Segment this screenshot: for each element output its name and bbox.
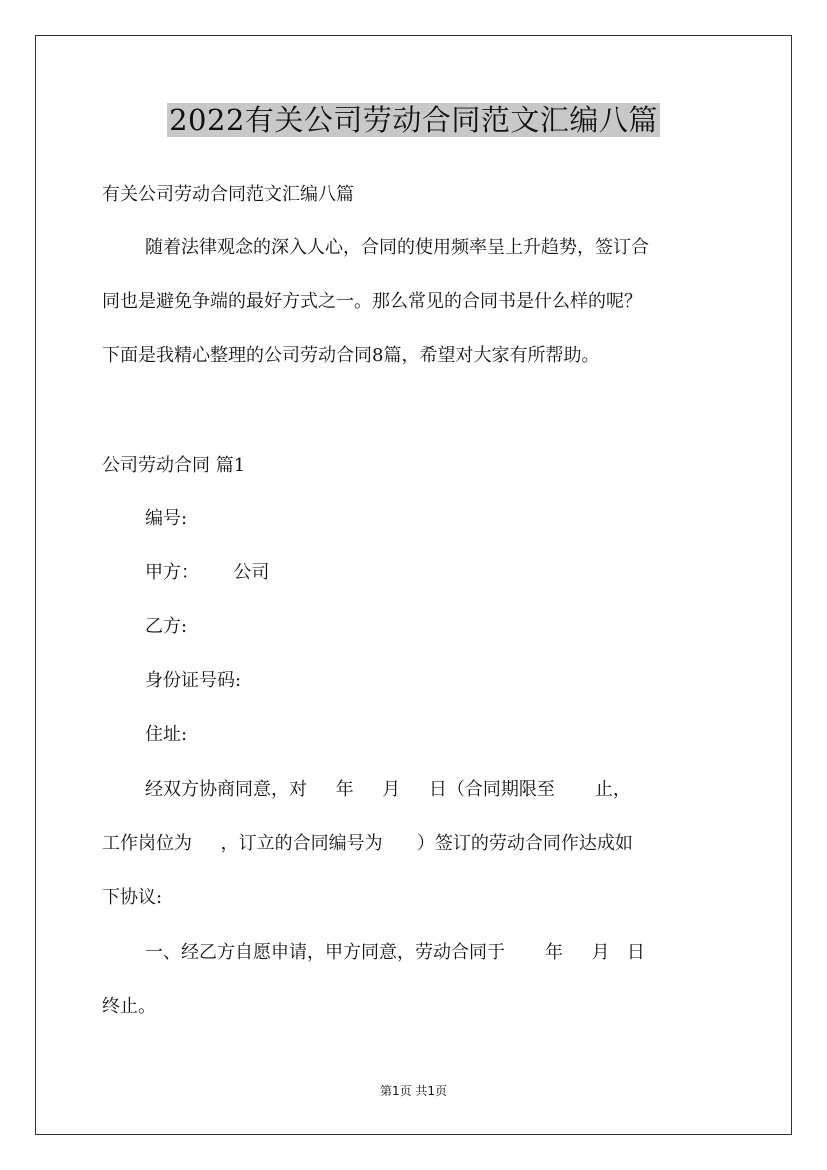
document-title-text: 2022有关公司劳动合同范文汇编八篇	[169, 103, 658, 137]
paragraph2-line-1: 一、经乙方自愿申请，甲方同意，劳动合同于 年 月 日	[145, 942, 645, 963]
intro-line-1: 随着法律观念的深入人心，合同的使用频率呈上升趋势，签订合	[145, 237, 649, 258]
paragraph1-line-1: 经双方协商同意，对 年 月 日（合同期限至 止，	[145, 779, 631, 800]
field-address: 住址:	[145, 724, 188, 745]
field-id-number: 身份证号码:	[145, 670, 242, 691]
document-subtitle: 有关公司劳动合同范文汇编八篇	[102, 184, 354, 205]
section-heading: 公司劳动合同 篇1	[102, 455, 246, 476]
paragraph1-line-3: 下协议:	[102, 887, 163, 908]
page-footer: 第1页 共1页	[379, 1084, 448, 1098]
intro-line-3: 下面是我精心整理的公司劳动合同8篇，希望对大家有所帮助。	[102, 345, 600, 366]
paragraph2-line-2: 终止。	[102, 996, 156, 1017]
field-party-b: 乙方:	[145, 616, 188, 637]
field-party-a: 甲方： 公司	[145, 562, 270, 583]
field-number: 编号:	[145, 508, 188, 529]
paragraph1-line-2: 工作岗位为 ，订立的合同编号为 ）签订的劳动合同作达成如	[102, 833, 633, 854]
document-title	[0, 100, 827, 140]
intro-line-2: 同也是避免争端的最好方式之一。那么常见的合同书是什么样的呢？	[102, 291, 642, 312]
